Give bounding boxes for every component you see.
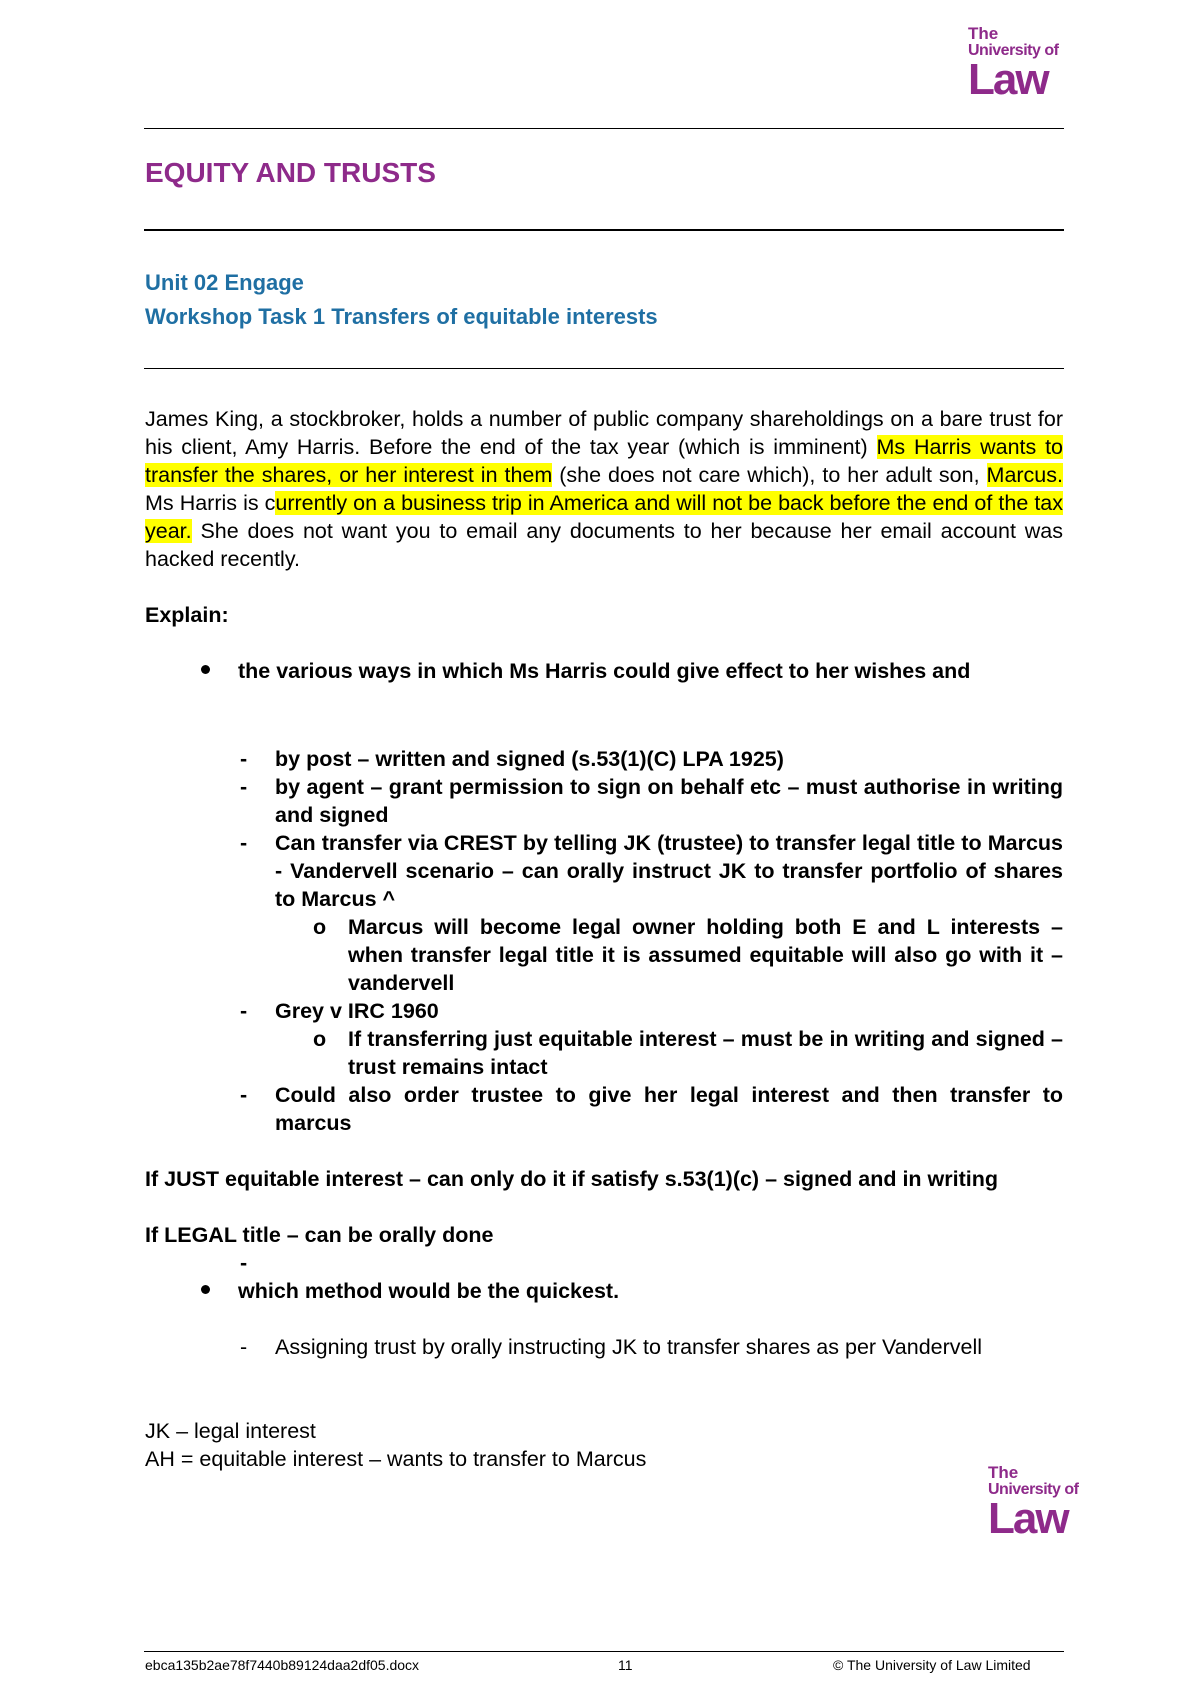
highlight-marcus: Marcus. (986, 463, 1063, 487)
footer-filename: ebca135b2ae78f7440b89124daa2df05.docx (145, 1657, 420, 1673)
highlight-wishes: Ms Harris wants to transfer the shares, or her interest in them (145, 435, 1063, 487)
jk-line: JK – legal interest (145, 1419, 316, 1443)
dash-marker: - (240, 1251, 248, 1275)
dash-item-order-trustee: Could also order trustee to give her legal interest and then transfer to marcus (275, 1083, 1063, 1135)
explain-label: Explain: (145, 603, 229, 627)
bullet-item-quickest: which method would be the quickest. (238, 1279, 620, 1303)
task-heading: Workshop Task 1 Transfers of equitable interests (145, 304, 658, 329)
sub-item-marcus-owner: Marcus will become legal owner holding both E and L interests – when transfer legal title it is assumed equitable will also go with it – vandervell (348, 915, 1063, 995)
university-logo-top: The University of Law (968, 24, 1059, 104)
legal-title-note: If LEGAL title – can be orally done (145, 1223, 494, 1247)
dash-marker: - (240, 1335, 248, 1359)
sub-marker: o (313, 1027, 327, 1051)
footer-page-number: 11 (618, 1657, 633, 1673)
footer-copyright: © The University of Law Limited (833, 1657, 1031, 1673)
just-equitable-note: If JUST equitable interest – can only do it if satisfy s.53(1)(c) – signed and in writing (145, 1167, 998, 1191)
bullet-dot-icon (201, 1285, 210, 1294)
dash-item-crest: Can transfer via CREST by telling JK (trustee) to transfer legal title to Marcus - Vandervell scenario – can orally instruct JK to transfer portfolio of shares to Marcus ^ (275, 831, 1063, 911)
ah-line: AH = equitable interest – wants to transfer to Marcus (145, 1447, 647, 1471)
quick-answer: Assigning trust by orally instructing JK to transfer shares as per Vandervell (275, 1335, 983, 1359)
university-logo-bottom: The University of Law (988, 1463, 1079, 1543)
title-rule (144, 229, 1064, 231)
task-rule (144, 368, 1064, 369)
header-rule (144, 128, 1064, 129)
dash-item-post: by post – written and signed (s.53(1)(C) LPA 1925) (275, 747, 784, 771)
bullet-dot-icon (201, 665, 210, 674)
dash-marker: - (240, 747, 248, 771)
sub-item-equitable-writing: If transferring just equitable interest – must be in writing and signed – trust remains intact (348, 1027, 1063, 1079)
dash-item-agent: by agent – grant permission to sign on behalf etc – must authorise in writing and signed (275, 775, 1063, 827)
footer-rule (144, 1651, 1064, 1652)
bullet-item-ways: the various ways in which Ms Harris could give effect to her wishes and (238, 659, 971, 683)
unit-heading: Unit 02 Engage (145, 270, 304, 295)
dash-marker: - (240, 999, 248, 1023)
page-title: EQUITY AND TRUSTS (145, 157, 436, 188)
dash-marker: - (240, 1083, 248, 1107)
sub-marker: o (313, 915, 327, 939)
dash-marker: - (240, 775, 248, 799)
scenario-paragraph: James King, a stockbroker, holds a number of public company shareholdings on a bare trust for his client, Amy Harris. Before the end of the tax year (which is imminent) Ms Harris wants to transfer the shares, or her interest in them (she does not care which), to her adult son, Marcus. Ms Harris is currently on a business trip in America and will not be back before the end of the tax year. She does not want you to email any documents to her because her email account was hacked recently. (145, 407, 1063, 571)
dash-marker: - (240, 831, 248, 855)
highlight-trip: urrently on a business trip in America and will not be back before the end of the tax year. (145, 491, 1063, 543)
dash-item-grey: Grey v IRC 1960 (275, 999, 439, 1023)
